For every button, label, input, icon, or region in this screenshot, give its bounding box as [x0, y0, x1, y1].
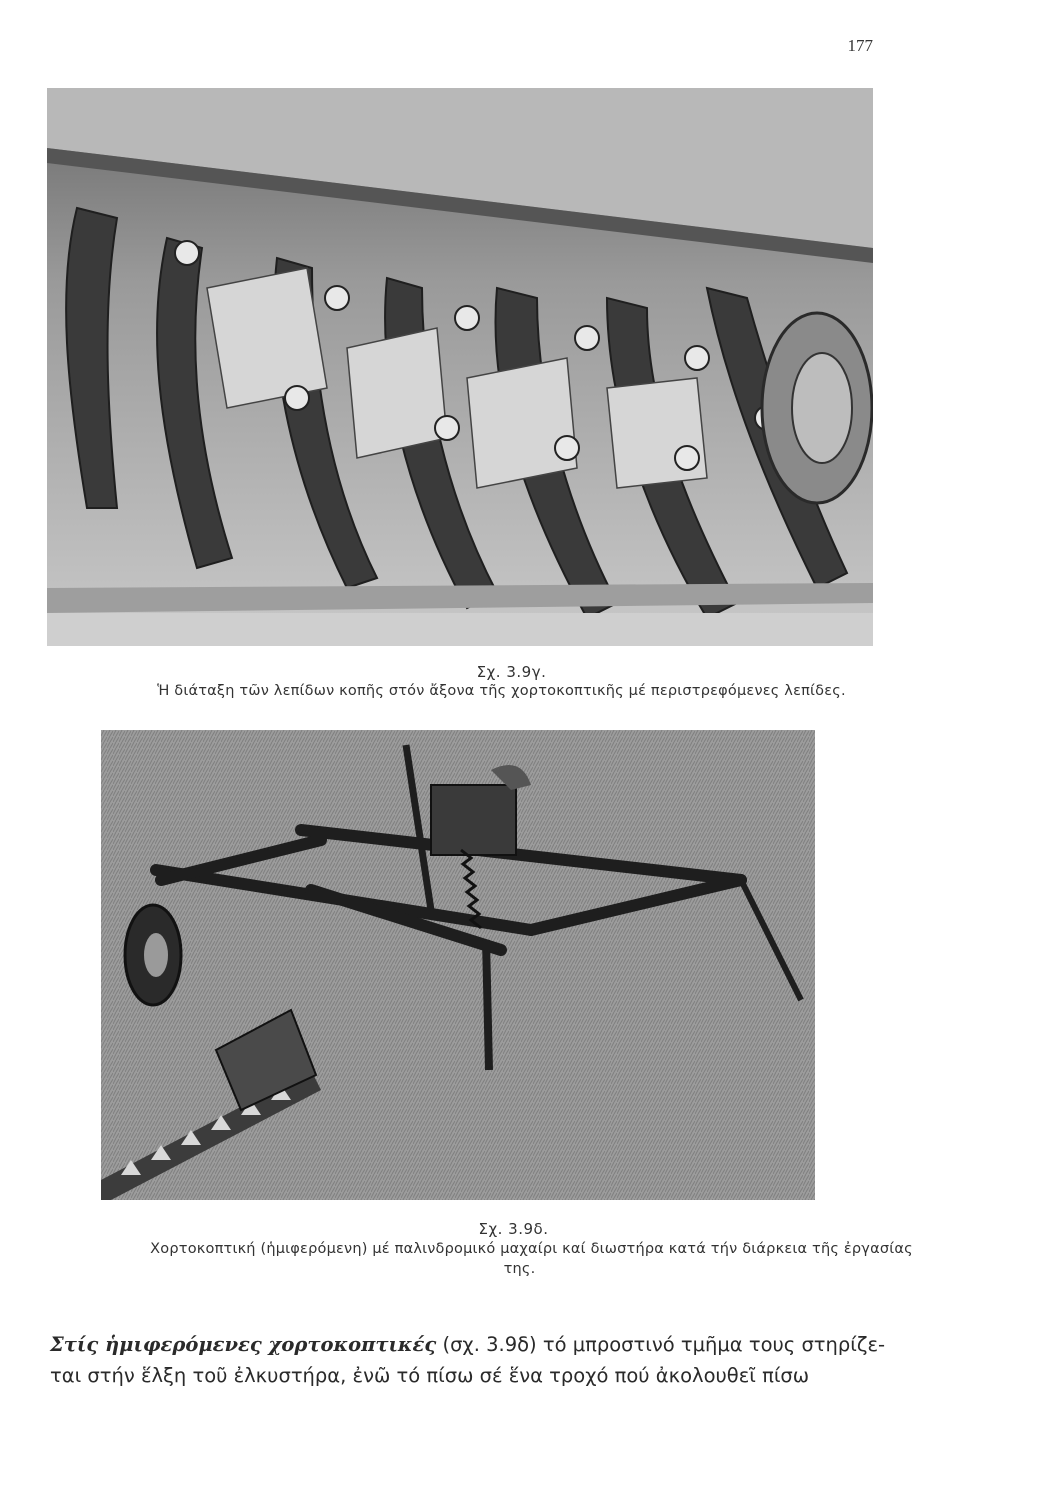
body-paragraph-line1	[50, 1333, 890, 1356]
page-number: 177	[847, 36, 873, 55]
figure-bottom-caption-line2: της.	[503, 1261, 536, 1277]
figure-bottom-label: Σχ. 3.9δ.	[478, 1220, 549, 1238]
body-emphasis: Στίς ἡμιφερόμενες χορτοκοπτικές	[50, 1333, 437, 1356]
figure-bottom-caption-line1: Χορτοκοπτική (ἡμιφερόμενη) μέ παλινδρομικό μαχαίρι καί διωστήρα κατά τήν διάρκεια τῆς ἐργασίας	[150, 1241, 913, 1257]
figure-top-label: Σχ. 3.9γ.	[476, 663, 547, 681]
mower-image	[101, 730, 815, 1200]
body-line1-rest: (σχ. 3.9δ) τό μπροστινό τμῆμα τους στηρίζε-	[436, 1333, 886, 1356]
rotary-blades-image	[47, 88, 873, 646]
photo-semi-mounted-mower	[101, 730, 815, 1200]
photo-rotary-blades	[47, 88, 873, 646]
figure-top-caption: Ἡ διάταξη τῶν λεπίδων κοπῆς στόν ἄξονα τῆς χορτοκοπτικῆς μέ περιστρεφόμενες λεπίδες.	[157, 683, 846, 699]
body-paragraph-line2: ται στήν ἕλξη τοῦ ἐλκυστήρα, ἐνῶ τό πίσω σέ ἕνα τροχό πού ἀκολουθεῖ πίσω	[50, 1364, 810, 1387]
